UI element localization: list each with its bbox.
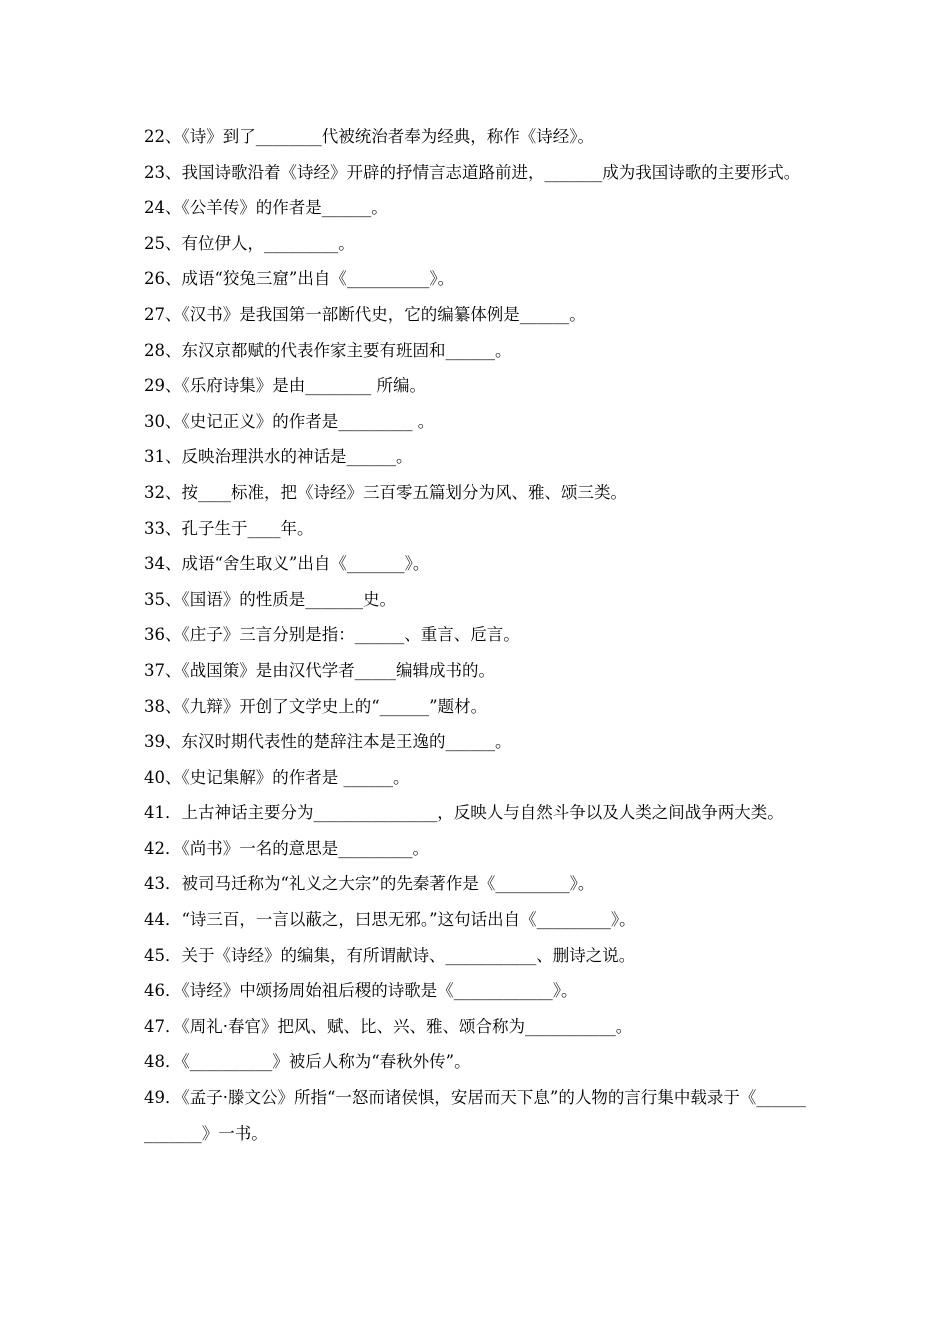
question-list — [144, 119, 812, 1151]
question-35: 35、《国语》的性质是_______史。 — [144, 589, 396, 609]
question-40: 40、《史记集解》的作者是 ______。 — [144, 767, 410, 787]
question-32: 32、按____标准，把《诗经》三百零五篇划分为风、雅、颂三类。 — [144, 482, 627, 502]
question-33: 33、孔子生于____年。 — [144, 518, 314, 538]
question-23: 23、我国诗歌沿着《诗经》开辟的抒情言志道路前进，_______成为我国诗歌的主要形式。 — [144, 162, 801, 182]
question-46: 46．《诗经》中颂扬周始祖后稷的诗歌是《____________》。 — [144, 981, 578, 1001]
question-27: 27、《汉书》是我国第一部断代史，它的编纂体例是______。 — [144, 304, 586, 324]
question-29: 29、《乐府诗集》是由________ 所编。 — [144, 376, 426, 396]
question-48: 48．《__________》被后人称为“春秋外传”。 — [144, 1052, 471, 1072]
question-41: 41．上古神话主要分为_______________，反映人与自然斗争以及人类之间战争两大类。 — [144, 803, 784, 823]
question-25: 25、有位伊人，_________。 — [144, 233, 355, 253]
question-36: 36、《庄子》三言分别是指：______、重言、卮言。 — [144, 625, 520, 645]
question-22: 22、《诗》到了________代被统治者奉为经典，称作《诗经》。 — [144, 127, 594, 146]
question-37: 37、《战国策》是由汉代学者_____编辑成书的。 — [144, 660, 495, 680]
question-42: 42．《尚书》一名的意思是_________。 — [144, 838, 429, 858]
question-30: 30、《史记正义》的作者是_________ 。 — [144, 411, 435, 431]
question-26: 26、成语“狡兔三窟”出自《__________》。 — [144, 269, 455, 289]
question-45: 45．关于《诗经》的编集，有所谓献诗、___________、删诗之说。 — [144, 945, 636, 965]
question-49: 49．《孟子·滕文公》所指“一怒而诸侯惧，安居而天下息”的人物的言行集中载录于《_____________》一书。 — [144, 1088, 806, 1143]
question-34: 34、成语“舍生取义”出自《_______》。 — [144, 554, 430, 574]
question-39: 39、东汉时期代表性的楚辞注本是王逸的______。 — [144, 732, 512, 752]
question-28: 28、东汉京都赋的代表作家主要有班固和______。 — [144, 340, 512, 360]
question-38: 38、《九辩》开创了文学史上的“______”题材。 — [144, 696, 488, 716]
question-31: 31、反映治理洪水的神话是______。 — [144, 447, 413, 467]
question-43: 43．被司马迁称为“礼义之大宗”的先秦著作是《_________》。 — [144, 874, 595, 894]
question-47: 47．《周礼·春官》把风、赋、比、兴、雅、颂合称为___________。 — [144, 1016, 633, 1036]
question-24: 24、《公羊传》的作者是______。 — [144, 198, 388, 218]
question-44: 44．“诗三百，一言以蔽之，曰思无邪。”这句话出自《_________》。 — [144, 910, 636, 930]
